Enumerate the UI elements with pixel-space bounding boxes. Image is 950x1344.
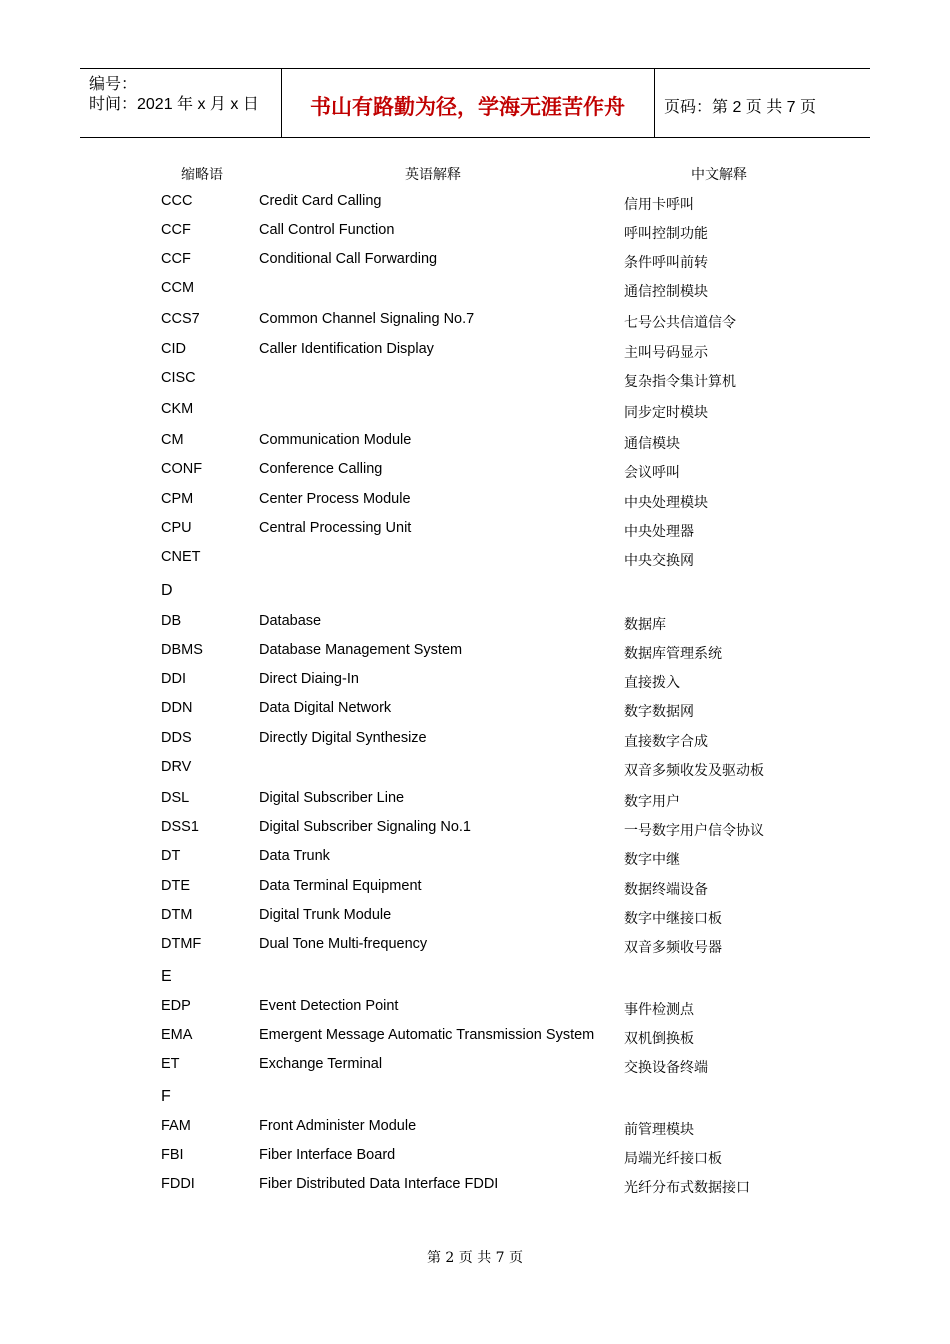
chinese-cell: 数字中继接口板 [624, 911, 722, 927]
chinese-cell: 七号公共信道信令 [624, 315, 736, 331]
english-cell: Dual Tone Multi-frequency [259, 936, 428, 952]
chinese-cell: 局端光纤接口板 [624, 1151, 722, 1167]
abbr-cell: DSS1 [161, 819, 199, 835]
chinese-cell: 事件检测点 [624, 1002, 694, 1018]
abbr-cell: CKM [161, 401, 194, 417]
abbr-cell: DDS [161, 730, 192, 746]
english-cell: Communication Module [259, 432, 412, 448]
english-cell: Center Process Module [259, 491, 411, 507]
column-header-chinese: 中文解释 [691, 166, 747, 182]
column-header-abbr: 缩略语 [181, 166, 223, 182]
abbr-cell: DTMF [161, 936, 202, 952]
column-header-english: 英语解释 [405, 166, 461, 182]
chinese-cell: 数据终端设备 [624, 882, 708, 898]
english-cell: Digital Subscriber Signaling No.1 [259, 819, 471, 835]
abbr-cell: EDP [161, 998, 191, 1014]
english-cell: Front Administer Module [259, 1118, 417, 1134]
english-cell: Data Terminal Equipment [259, 878, 422, 894]
english-cell: Credit Card Calling [259, 193, 382, 209]
chinese-cell: 呼叫控制功能 [624, 226, 708, 242]
english-cell: Fiber Interface Board [259, 1147, 396, 1163]
number-label: 编号： [89, 76, 138, 93]
english-cell: Data Trunk [259, 848, 330, 864]
english-cell: Conference Calling [259, 461, 383, 477]
english-cell: Digital Subscriber Line [259, 790, 405, 806]
abbr-cell: CCM [161, 280, 195, 296]
abbr-cell: CCF [161, 251, 191, 267]
abbr-cell: CNET [161, 549, 201, 565]
chinese-cell: 中央处理模块 [624, 495, 708, 511]
abbr-cell: CONF [161, 461, 203, 477]
section-letter: F [161, 1088, 171, 1105]
document-header [80, 68, 870, 138]
abbr-cell: DDI [161, 671, 186, 687]
english-cell: Fiber Distributed Data Interface FDDI [259, 1176, 499, 1192]
english-cell: Call Control Function [259, 222, 395, 238]
abbr-cell: FBI [161, 1147, 184, 1163]
abbr-cell: FDDI [161, 1176, 195, 1192]
chinese-cell: 交换设备终端 [624, 1060, 708, 1076]
abbr-cell: DTM [161, 907, 193, 923]
abbr-cell: CM [161, 432, 184, 448]
chinese-cell: 中央处理器 [624, 524, 694, 540]
section-letter: E [161, 968, 172, 985]
english-cell: Event Detection Point [259, 998, 399, 1014]
abbr-cell: CID [161, 341, 186, 357]
chinese-cell: 直接数字合成 [624, 734, 708, 750]
chinese-cell: 数字中继 [624, 852, 680, 868]
abbr-cell: CPM [161, 491, 194, 507]
chinese-cell: 双机倒换板 [624, 1031, 694, 1047]
english-cell: Central Processing Unit [259, 520, 412, 536]
abbr-cell: DB [161, 613, 182, 629]
english-cell: Emergent Message Automatic Transmission System [259, 1027, 595, 1043]
page-info: 页码：第 2 页 共 7 页 [664, 99, 817, 116]
chinese-cell: 数据库管理系统 [624, 646, 722, 662]
chinese-cell: 通信模块 [624, 436, 680, 452]
english-cell: Data Digital Network [259, 700, 392, 716]
chinese-cell: 信用卡呼叫 [624, 197, 694, 213]
chinese-cell: 双音多频收发及驱动板 [624, 763, 764, 779]
abbr-cell: CPU [161, 520, 192, 536]
abbr-cell: EMA [161, 1027, 193, 1043]
time-label: 时间：2021 年 x 月 x 日 [89, 96, 259, 113]
chinese-cell: 同步定时模块 [624, 405, 708, 421]
chinese-cell: 主叫号码显示 [624, 345, 708, 361]
abbr-cell: FAM [161, 1118, 191, 1134]
chinese-cell: 光纤分布式数据接口 [624, 1180, 750, 1196]
chinese-cell: 数字数据网 [624, 704, 694, 720]
header-meta [80, 69, 282, 137]
abbr-cell: DRV [161, 759, 192, 775]
abbr-cell: CISC [161, 370, 196, 386]
abbr-cell: DTE [161, 878, 190, 894]
chinese-cell: 条件呼叫前转 [624, 255, 708, 271]
chinese-cell: 通信控制模块 [624, 284, 708, 300]
chinese-cell: 会议呼叫 [624, 465, 680, 481]
chinese-cell: 数字用户 [624, 794, 680, 810]
section-letter: D [161, 582, 173, 599]
english-cell: Digital Trunk Module [259, 907, 392, 923]
chinese-cell: 直接拨入 [624, 675, 680, 691]
english-cell: Database Management System [259, 642, 463, 658]
abbr-cell: CCC [161, 193, 193, 209]
abbr-cell: DSL [161, 790, 190, 806]
english-cell: Directly Digital Synthesize [259, 730, 427, 746]
english-cell: Common Channel Signaling No.7 [259, 311, 475, 327]
chinese-cell: 中央交换网 [624, 553, 694, 569]
english-cell: Database [259, 613, 322, 629]
english-cell: Direct Diaing-In [259, 671, 359, 687]
chinese-cell: 一号数字用户信令协议 [624, 823, 764, 839]
abbr-cell: CCF [161, 222, 191, 238]
header-motto-cell [281, 69, 655, 137]
page-footer: 第 2 页 共 7 页 [426, 1250, 524, 1266]
abbr-cell: ET [161, 1056, 180, 1072]
abbr-cell: DT [161, 848, 181, 864]
abbr-cell: DDN [161, 700, 193, 716]
chinese-cell: 数据库 [624, 617, 666, 633]
header-page-cell [655, 69, 870, 137]
chinese-cell: 双音多频收号器 [624, 940, 722, 956]
english-cell: Caller Identification Display [259, 341, 434, 357]
abbr-cell: CCS7 [161, 311, 200, 327]
english-cell: Conditional Call Forwarding [259, 251, 438, 267]
abbr-cell: DBMS [161, 642, 203, 658]
chinese-cell: 复杂指令集计算机 [624, 374, 736, 390]
english-cell: Exchange Terminal [259, 1056, 383, 1072]
chinese-cell: 前管理模块 [624, 1122, 694, 1138]
motto: 书山有路勤为径，学海无涯苦作舟 [310, 95, 625, 119]
